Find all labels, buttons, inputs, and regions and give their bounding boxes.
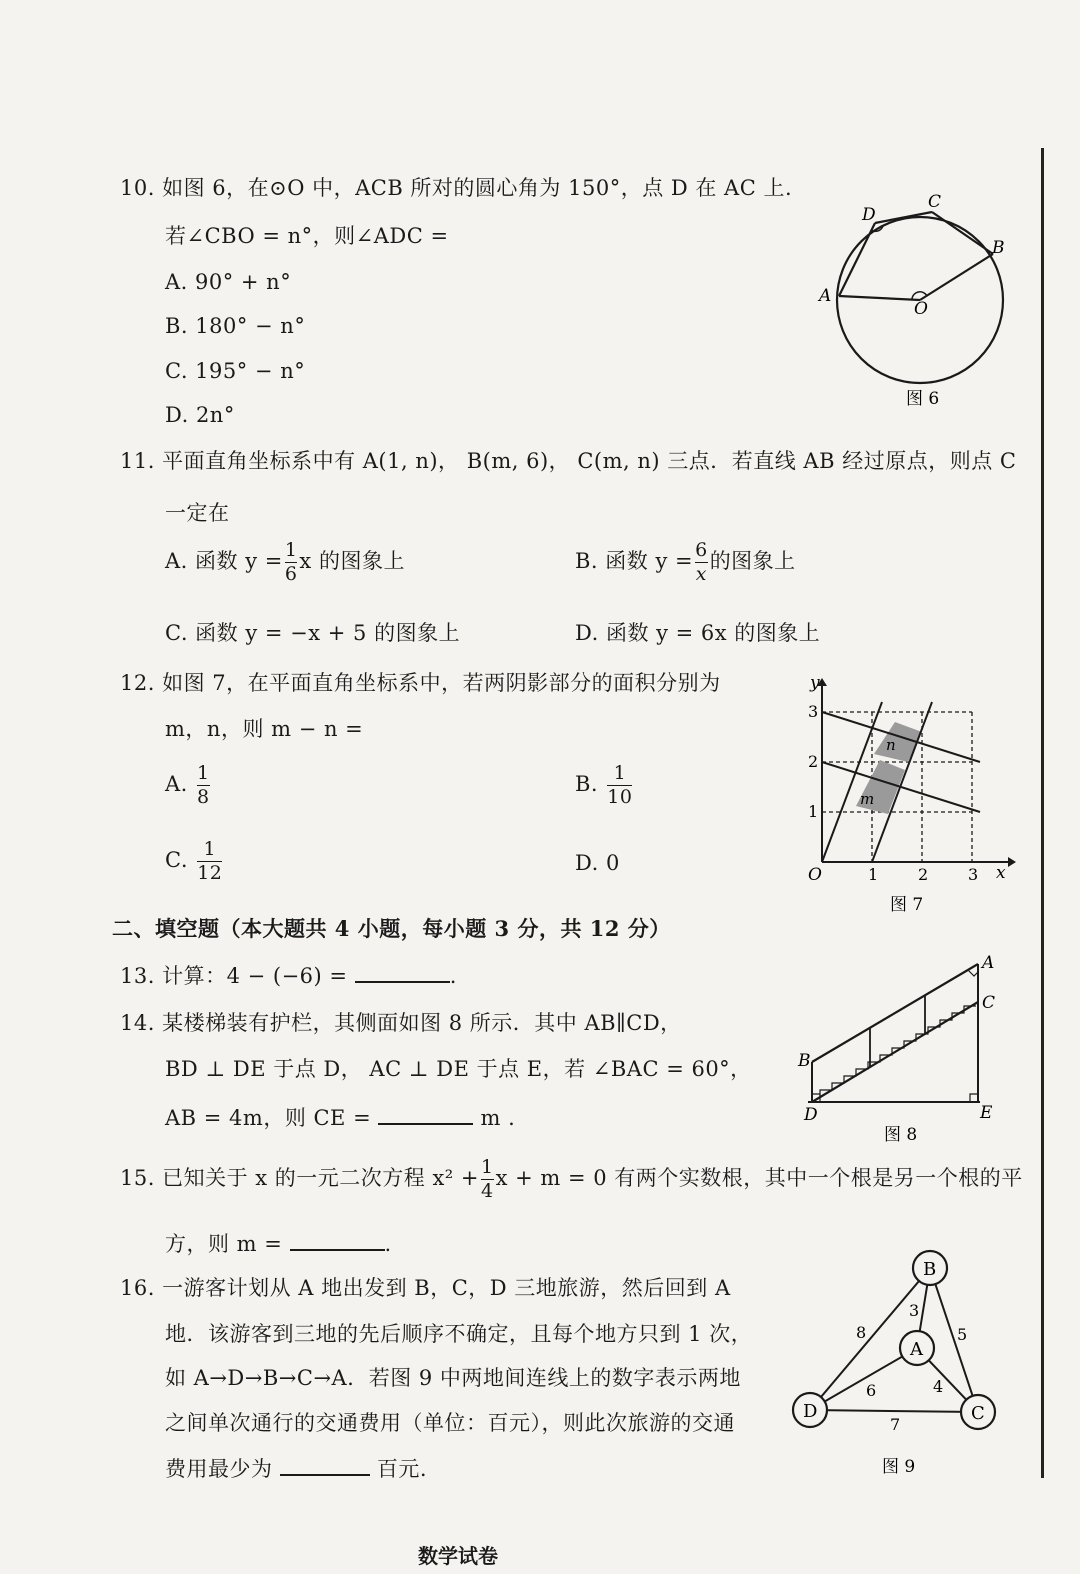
- balusters: [870, 995, 925, 1067]
- edge-bc-cost: 5: [957, 1325, 968, 1344]
- stair-steps: [820, 1006, 976, 1097]
- q10-option-c: C. 195° − n°: [165, 359, 306, 383]
- frac-num: 1: [284, 539, 298, 561]
- option-label: A.: [165, 772, 188, 796]
- figure-7: [800, 670, 1020, 920]
- q10-option-a: A. 90° + n°: [165, 270, 292, 294]
- frac-num: 1: [480, 1156, 494, 1178]
- fig9-caption: 图 9: [882, 1457, 916, 1477]
- segment-cd: [812, 1002, 978, 1102]
- frac-den: 8: [197, 786, 210, 808]
- node-c-label: C: [971, 1403, 985, 1424]
- edge-cd-cost: 7: [890, 1415, 901, 1434]
- q16-line2: 地．该游客到三地的先后顺序不确定，且每个地方只到 1 次，: [165, 1322, 753, 1346]
- fig7-caption: 图 7: [890, 895, 924, 915]
- q14-line3: [165, 1102, 515, 1132]
- figure-8: [790, 950, 1020, 1150]
- frac-num: 6: [695, 539, 708, 561]
- q11-line1: 11. 平面直角坐标系中有 A(1, n)， B(m, 6)， C(m, n) 三点．若直线 AB 经过原点，则点 C: [120, 449, 1017, 473]
- label-d: D: [862, 205, 876, 225]
- page-footer: 数学试卷: [418, 1544, 498, 1568]
- figure-9: [780, 1240, 1020, 1480]
- q15-line1-pre: 15. 已知关于 x 的一元二次方程 x² +: [120, 1166, 479, 1190]
- label-y: y: [810, 673, 820, 693]
- label-c: C: [982, 993, 996, 1013]
- frac-den: 10: [607, 786, 633, 808]
- node-d-label: D: [803, 1401, 818, 1422]
- q14-line3-post: m .: [480, 1106, 516, 1130]
- q13-line: [120, 960, 457, 990]
- q13-answer-blank[interactable]: [355, 963, 450, 983]
- fraction-one-eighth: [197, 764, 210, 807]
- q12-option-b: [575, 764, 634, 807]
- frac-num: 1: [613, 762, 627, 784]
- edge-ad-cost: 6: [866, 1381, 877, 1400]
- label-a: A: [982, 953, 995, 973]
- fraction-six-over-x: [695, 541, 708, 584]
- q15-line2-pre: 方，则 m =: [165, 1232, 283, 1256]
- edge-cd: [810, 1410, 978, 1412]
- margin-rule: [1041, 148, 1044, 1478]
- q16-line5-post: 百元.: [376, 1457, 428, 1481]
- frac-num: 1: [197, 762, 210, 784]
- node-a-label: A: [910, 1339, 923, 1360]
- q16-line4: 之间单次通行的交通费用（单位：百元），则此次旅游的交通: [165, 1411, 735, 1435]
- angle-mark-a: [968, 970, 978, 976]
- q11-option-a-pre: A. 函数 y =: [165, 549, 283, 573]
- q11-option-a: [165, 541, 405, 584]
- q13-post: .: [449, 964, 457, 988]
- tick-y-1: 1: [808, 802, 819, 821]
- graph-edges: [810, 1268, 978, 1412]
- edge-ab-cost: 3: [909, 1301, 920, 1320]
- q14-line1: 14. 某楼梯装有护栏，其侧面如图 8 所示．其中 AB∥CD，: [120, 1011, 682, 1035]
- q10-option-d: D. 2n°: [165, 403, 235, 427]
- frac-den: 6: [284, 563, 298, 585]
- segment-ao: [839, 296, 920, 300]
- label-c: C: [928, 192, 942, 212]
- section-fill-in-title: 二、填空题（本大题共 4 小题，每小题 3 分，共 12 分）: [112, 916, 671, 941]
- option-label: B.: [575, 772, 599, 796]
- label-a: A: [819, 286, 832, 306]
- label-b: B: [992, 238, 1005, 258]
- q11-option-b-pre: B. 函数 y =: [575, 549, 694, 573]
- right-angle-e: [970, 1094, 978, 1102]
- fraction-one-tenth: [607, 764, 632, 807]
- x-axis-arrow: [1008, 857, 1016, 867]
- q16-line3: 如 A→D→B→C→A．若图 9 中两地间连线上的数字表示两地: [165, 1366, 741, 1390]
- fraction-one-sixth: [285, 541, 298, 584]
- q11-option-b-post: 的图象上: [709, 549, 796, 573]
- q15-line1: [120, 1158, 1023, 1201]
- q15-line2-post: .: [384, 1232, 392, 1256]
- q16-answer-blank[interactable]: [280, 1456, 370, 1476]
- q16-line5-pre: 费用最少为: [165, 1457, 273, 1481]
- frac-den: 4: [480, 1180, 494, 1202]
- fig8-caption: 图 8: [884, 1125, 918, 1145]
- fig6-caption: 图 6: [906, 389, 940, 409]
- edge-ad: [810, 1348, 917, 1410]
- frac-num: 1: [203, 838, 217, 860]
- node-b-label: B: [923, 1259, 937, 1280]
- segment-bo: [920, 254, 993, 300]
- q12-option-d: D. 0: [575, 851, 620, 875]
- label-x: x: [996, 863, 1006, 883]
- q11-option-c: C. 函数 y = −x + 5 的图象上: [165, 621, 461, 645]
- q12-line1: 12. 如图 7，在平面直角坐标系中，若两阴影部分的面积分别为: [120, 671, 721, 695]
- q11-option-d: D. 函数 y = 6x 的图象上: [575, 621, 821, 645]
- segment-cb: [932, 212, 993, 254]
- q11-option-b: [575, 541, 796, 584]
- q10-option-b: B. 180° − n°: [165, 314, 306, 338]
- q11-option-a-post: x 的图象上: [299, 549, 405, 573]
- q15-line2: [165, 1228, 392, 1258]
- edge-bd-cost: 8: [856, 1323, 867, 1342]
- q13-pre: 13. 计算：4 − (−6) =: [120, 964, 348, 988]
- q14-line3-pre: AB = 4m，则 CE =: [165, 1106, 372, 1130]
- q16-line5: [165, 1453, 427, 1483]
- segment-ad: [839, 223, 875, 296]
- frac-den: 12: [197, 862, 223, 884]
- q14-line2: BD ⊥ DE 于点 D， AC ⊥ DE 于点 E，若 ∠BAC = 60°，: [165, 1057, 752, 1081]
- q14-answer-blank[interactable]: [378, 1105, 473, 1125]
- label-origin: O: [808, 865, 822, 885]
- q12-line2: m，n，则 m − n =: [165, 717, 364, 741]
- q15-line1-post: x + m = 0 有两个实数根，其中一个根是另一个根的平: [495, 1166, 1023, 1190]
- q12-option-c: [165, 840, 224, 883]
- label-n: n: [886, 736, 896, 754]
- fraction-one-quarter: [481, 1158, 494, 1201]
- label-d: D: [804, 1105, 818, 1125]
- tick-x-2: 2: [918, 865, 929, 884]
- figure-6: [810, 190, 1030, 415]
- tick-y-2: 2: [808, 752, 819, 771]
- q16-line1: 16. 一游客计划从 A 地出发到 B，C，D 三地旅游，然后回到 A: [120, 1276, 731, 1300]
- q10-line2: 若∠CBO = n°，则∠ADC =: [165, 224, 449, 248]
- option-label: C.: [165, 848, 188, 872]
- label-e: E: [980, 1103, 993, 1123]
- q12-option-a: [165, 764, 212, 807]
- tick-x-1: 1: [868, 865, 879, 884]
- label-b: B: [798, 1051, 811, 1071]
- fraction-one-twelfth: [197, 840, 222, 883]
- frac-den: x: [695, 563, 707, 585]
- q15-answer-blank[interactable]: [290, 1231, 385, 1251]
- label-o: O: [914, 299, 928, 319]
- q11-line2: 一定在: [165, 501, 230, 525]
- label-m: m: [860, 790, 875, 808]
- tick-x-3: 3: [968, 865, 979, 884]
- edge-ac-cost: 4: [933, 1377, 944, 1396]
- q10-line1: 10. 如图 6，在⊙O 中，ACB 所对的圆心角为 150°，点 D 在 AC 上.: [120, 176, 793, 200]
- tick-y-3: 3: [808, 702, 819, 721]
